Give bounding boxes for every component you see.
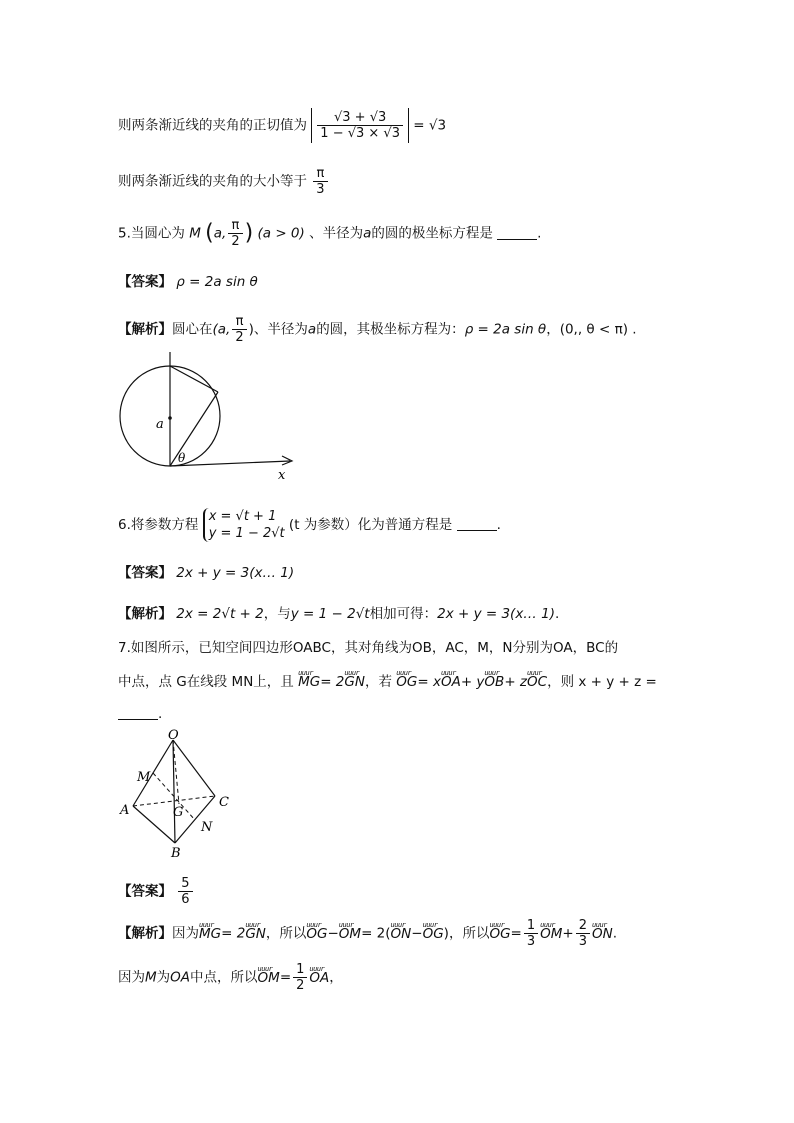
answer-blank [118,719,158,720]
line-tangent-value [118,108,446,143]
numerator: 1 [293,962,307,978]
fraction [313,166,327,197]
label-o: O [168,728,179,743]
text: . [612,925,618,942]
denominator: 3 [578,934,588,949]
explanation-7-line-1 [118,918,617,949]
fraction [232,314,246,345]
equation: y = 1 − 2√t [290,606,370,622]
answer-tag: 【答案】 [118,565,172,581]
text: 因为 [172,925,199,942]
label-b: B [171,846,181,861]
explanation-tag: 【解析】 [118,321,172,338]
question-6 [118,508,501,542]
label-x: x [278,468,286,483]
text: 中点，点 G在线段 MN上，且 [118,674,294,690]
absolute-value-expression [311,108,409,143]
coord-a: a, [213,225,227,242]
var: OA [170,969,191,986]
arrow-head [282,456,292,465]
label-theta: θ [178,451,186,465]
center-point [168,416,172,420]
answer-value: ρ = 2a sin θ [176,274,258,290]
denominator: 6 [181,892,190,907]
vector-on: uuur ON [391,924,412,944]
fraction [178,876,192,907]
text: = [279,969,292,986]
numerator: √3 + √3 [317,110,403,126]
vector-mg: uuur MG [199,924,221,944]
paren-left: ( [205,220,214,246]
var: a [363,225,372,242]
explanation-tag: 【解析】 [118,925,172,942]
vector-gn: uuur GN [245,924,266,944]
text: (a, [212,321,231,338]
denominator: 3 [526,934,536,949]
vector-og: uuur OG [423,924,444,944]
edge-oc [173,740,215,796]
edge-ab [133,806,175,843]
text: 、半径为 [309,225,364,242]
text: ，与 [263,606,291,622]
text: 为 [156,969,171,986]
denominator: 1 − √3 × √3 [320,126,400,141]
answer-5 [118,272,258,292]
text: 5.当圆心为 [118,225,185,242]
text: + z [504,674,528,690]
text: + [562,925,574,942]
text: . [496,517,501,533]
equation: ρ = 2a sin θ [464,321,547,338]
line-angle-size [118,166,330,197]
text: . [158,706,163,722]
text: ，则 x + y + z = [547,674,657,690]
vector-on: uuur ON [592,924,613,944]
label-a: a [156,417,164,432]
question-7-line-3 [118,704,162,724]
explanation-tag: 【解析】 [118,606,172,622]
answer-7 [118,876,195,907]
fraction [576,918,590,949]
chord-top [170,366,218,392]
explanation-7-line-2 [118,962,343,993]
answer-6 [118,563,294,583]
tetrahedron-figure [115,726,245,861]
explanation-6 [118,604,559,624]
text: ，若 [364,674,392,690]
equation: 2x = 2√t + 2 [176,606,264,622]
fraction [317,110,403,141]
explanation-5 [118,314,637,345]
vector-og: uuur OG [396,672,417,692]
text: ， [329,969,343,986]
vector-oa: uuur OA [309,968,329,988]
text: = 2( [361,925,391,942]
text: 圆心在 [172,321,213,338]
equation: 2x + y = 3(x… 1) [437,606,555,622]
fraction [293,962,307,993]
answer-tag: 【答案】 [118,274,172,290]
paren-right: ) [244,220,254,246]
vector-oa: uuur OA [441,672,461,692]
vector-og: uuur OG [306,924,327,944]
text: = x [417,674,441,690]
text: 7.如图所示，已知空间四边形OABC，其对角线为OB，AC，M，N分别为OA，BC的 [118,640,619,656]
condition: (a > 0) [257,225,305,242]
vector-om: uuur OM [258,968,280,988]
vector-mg: uuur MG [298,672,320,692]
parametric-system [203,508,285,542]
result: = √3 [413,117,447,134]
fraction [524,918,538,949]
answer-tag: 【答案】 [118,883,172,900]
text: ，所以 [265,925,307,942]
numerator: π [313,166,327,182]
question-5 [118,218,541,249]
label-n: N [201,820,213,835]
numerator: 5 [178,876,192,892]
text: 6.将参数方程 [118,517,199,533]
answer-value: 2x + y = 3(x… 1) [176,565,295,581]
text: . [537,225,542,242]
question-7-line-1 [118,638,618,658]
vector-og: uuur OG [489,924,510,944]
answer-blank [457,530,497,531]
equation-1: x = √t + 1 [208,509,277,524]
text: − [411,925,423,942]
numerator: π [232,314,246,330]
var: a [307,321,317,338]
equation-2: y = 1 − 2√t [208,526,285,541]
denominator: 2 [296,978,305,993]
text: . [554,606,560,622]
text: 则两条渐近线的夹角的正切值为 [118,117,307,134]
point-name: M [189,225,201,242]
text: )，所以 [443,925,490,942]
circle-polar-figure [110,350,310,485]
text: − [327,925,339,942]
label-c: C [219,795,229,810]
label-m: M [137,770,151,785]
numerator: 1 [524,918,538,934]
vector-ob: uuur OB [484,672,504,692]
text: 、半径为 [253,321,308,338]
text: 的圆的极坐标方程是 [371,225,493,242]
vector-om: uuur OM [339,924,361,944]
denominator: 3 [316,182,325,197]
text: 因为 [118,969,145,986]
vector-om: uuur OM [540,924,562,944]
answer-blank [497,239,537,240]
text: = 2 [320,674,345,690]
text: + y [460,674,485,690]
vector-oc: uuur OC [527,672,547,692]
denominator: 2 [231,234,240,249]
fraction [228,218,242,249]
text: 相加可得： [369,606,438,622]
text: 的圆，其极坐标方程为： [316,321,465,338]
numerator: 2 [576,918,590,934]
text: = 2 [221,925,246,942]
text: = [510,925,522,942]
text: 中点，所以 [190,969,258,986]
var: M [145,969,157,986]
denominator: 2 [235,330,244,345]
vector-gn: uuur GN [344,672,365,692]
question-7-line-2 [118,672,657,692]
range: ，(0,, θ < π) . [546,321,637,338]
label-g: G [173,805,184,820]
polar-axis [170,461,290,466]
text: (t 为参数）化为普通方程是 [288,517,453,533]
text: ) [248,321,254,338]
label-a: A [120,803,130,818]
numerator: π [228,218,242,234]
text: 则两条渐近线的夹角的大小等于 [118,173,307,190]
